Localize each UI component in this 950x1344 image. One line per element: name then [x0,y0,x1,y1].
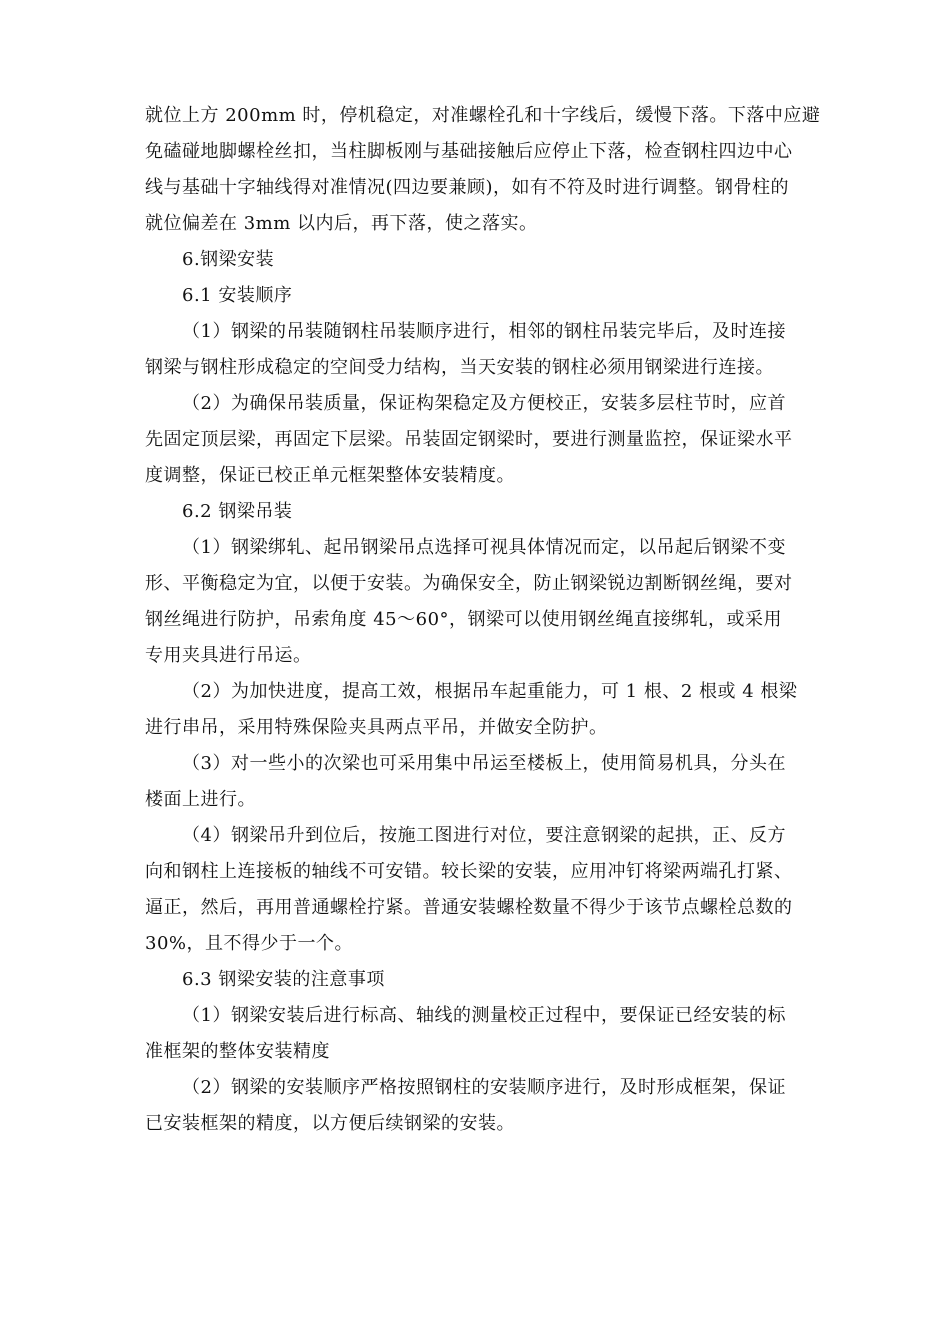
section-heading-6-1: 6.1 安装顺序 [182,285,293,306]
text-line: （1）钢梁绑轧、起吊钢梁吊点选择可视具体情况而定，以吊起后钢梁不变 [182,537,786,558]
paragraph-6-2-1 [145,530,810,674]
text-line: 先固定顶层梁，再固定下层梁。吊装固定钢梁时，要进行测量监控，保证梁水平 [145,429,793,450]
text-line: 就位上方 200mm 时，停机稳定，对准螺栓孔和十字线后，缓慢下落。下落中应避 [145,105,821,126]
text-line: 钢丝绳进行防护，吊索角度 45～60°，钢梁可以使用钢丝绳直接绑轧，或采用 [145,609,783,630]
text-line: （1）钢梁安装后进行标高、轴线的测量校正过程中，要保证已经安装的标 [182,1005,786,1026]
text-line: 就位偏差在 3mm 以内后，再下落，使之落实。 [145,213,538,234]
paragraph-6-1-1 [145,314,810,386]
text-line: 楼面上进行。 [145,789,256,810]
paragraph-6-2-3 [145,746,810,818]
paragraph-6-1-2 [145,386,810,494]
text-line: 进行串吊，采用特殊保险夹具两点平吊，并做安全防护。 [145,717,608,738]
text-line: 度调整，保证已校正单元框架整体安装精度。 [145,465,515,486]
section-heading-6-2: 6.2 钢梁吊装 [182,501,293,522]
paragraph-6-3-2 [145,1070,810,1142]
section-heading-6: 6.钢梁安装 [182,249,275,270]
text-line: 免磕碰地脚螺栓丝扣，当柱脚板刚与基础接触后应停止下落，检查钢柱四边中心 [145,141,793,162]
text-line: 向和钢柱上连接板的轴线不可安错。较长梁的安装，应用冲钉将梁两端孔打紧、 [145,861,793,882]
paragraph-6-2-2 [145,674,810,746]
text-line: （1）钢梁的吊装随钢柱吊装顺序进行，相邻的钢柱吊装完毕后，及时连接 [182,321,786,342]
text-line: 形、平衡稳定为宜，以便于安装。为确保安全，防止钢梁锐边割断钢丝绳，要对 [145,573,793,594]
paragraph-6-3-1 [145,998,810,1070]
text-line: 准框架的整体安装精度 [145,1041,330,1062]
text-line: （2）钢梁的安装顺序严格按照钢柱的安装顺序进行，及时形成框架，保证 [182,1077,786,1098]
paragraph-intro [145,98,821,242]
text-line: 线与基础十字轴线得对准情况(四边要兼顾)，如有不符及时进行调整。钢骨柱的 [145,177,790,198]
paragraph-6-2-4 [145,818,810,962]
text-line: 逼正，然后，再用普通螺栓拧紧。普通安装螺栓数量不得少于该节点螺栓总数的 [145,897,793,918]
text-line: 30%，且不得少于一个。 [145,933,354,954]
document-body [145,98,821,1142]
text-line: （4）钢梁吊升到位后，按施工图进行对位，要注意钢梁的起拱，正、反方 [182,825,786,846]
text-line: （3）对一些小的次梁也可采用集中吊运至楼板上，使用简易机具，分头在 [182,753,786,774]
text-line: （2）为确保吊装质量，保证构架稳定及方便校正，安装多层柱节时，应首 [182,393,786,414]
text-line: 钢梁与钢柱形成稳定的空间受力结构，当天安装的钢柱必须用钢梁进行连接。 [145,357,774,378]
text-line: 专用夹具进行吊运。 [145,645,312,666]
text-line: 已安装框架的精度，以方便后续钢梁的安装。 [145,1113,515,1134]
text-line: （2）为加快进度，提高工效，根据吊车起重能力，可 1 根、2 根或 4 根梁 [182,681,798,702]
section-heading-6-3: 6.3 钢梁安装的注意事项 [182,969,385,990]
